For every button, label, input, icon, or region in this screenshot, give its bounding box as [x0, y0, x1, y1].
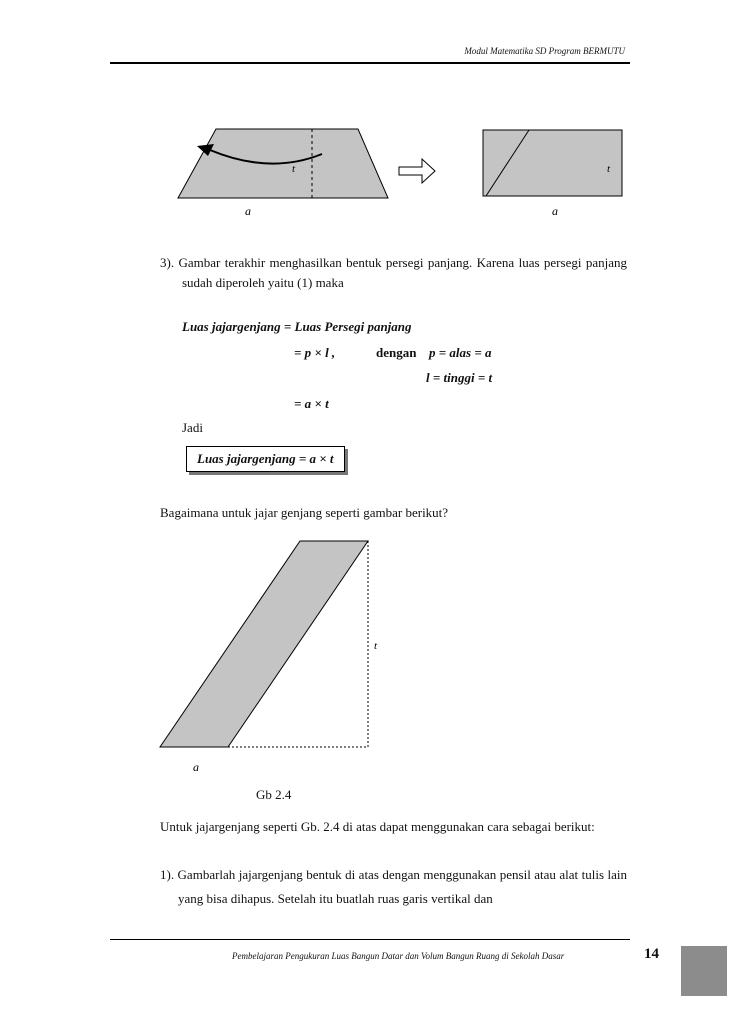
base-a-label: a: [193, 760, 199, 774]
rectangle-shape: [483, 130, 622, 196]
step1-paragraph: 1). Gambarlah jajargenjang bentuk di atas dengan menggunakan pensil atau alat tulis lain yang bisa dihapus. Setelah itu buatlah ruas garis vertikal dan: [160, 867, 627, 906]
left-t-label: t: [292, 163, 296, 175]
figure-caption: Gb 2.4: [256, 787, 292, 802]
slanted-parallelogram-shape: [160, 541, 368, 747]
step3-paragraph: 3). Gambar terakhir menghasilkan bentuk persegi panjang. Karena luas persegi panjang sudah diperoleh yaitu (1) maka: [160, 255, 627, 290]
header-rule: [110, 62, 630, 64]
footer-rule: [110, 939, 630, 940]
question-text: Bagaimana untuk jajar genjang seperti gambar berikut?: [160, 505, 449, 520]
result-formula-box: Luas jajargenjang = a × t: [186, 446, 345, 472]
formula-dengan: dengan: [376, 345, 417, 360]
left-a-label: a: [245, 204, 251, 218]
right-block-arrow-icon: [399, 159, 435, 183]
figure-slanted-parallelogram: [155, 535, 390, 775]
figure-parallelogram-to-rectangle: [170, 120, 640, 225]
height-t-label: t: [374, 640, 378, 652]
page-footer: Pembelajaran Pengukuran Luas Bangun Datar dan Volum Bangun Ruang di Sekolah Dasar: [232, 951, 565, 961]
formula-line-2-eq: = p × l ,: [294, 345, 336, 360]
body-paragraph-1: Untuk jajargenjang seperti Gb. 2.4 di atas dapat menggunakan cara sebagai berikut:: [160, 819, 595, 834]
right-a-label: a: [552, 204, 558, 218]
right-t-label: t: [607, 163, 611, 175]
side-gray-box: [681, 946, 727, 996]
formula-line-2-cond: p = alas = a: [429, 345, 492, 360]
formula-line-3-cond: l = tinggi = t: [426, 370, 493, 385]
page-header: Modul Matematika SD Program BERMUTU: [464, 46, 625, 56]
page-number: 14: [644, 946, 659, 962]
formula-line-1: Luas jajargenjang = Luas Persegi panjang: [182, 319, 412, 334]
formula-line-4-eq: = a × t: [294, 396, 329, 411]
jadi-label: Jadi: [182, 420, 203, 435]
